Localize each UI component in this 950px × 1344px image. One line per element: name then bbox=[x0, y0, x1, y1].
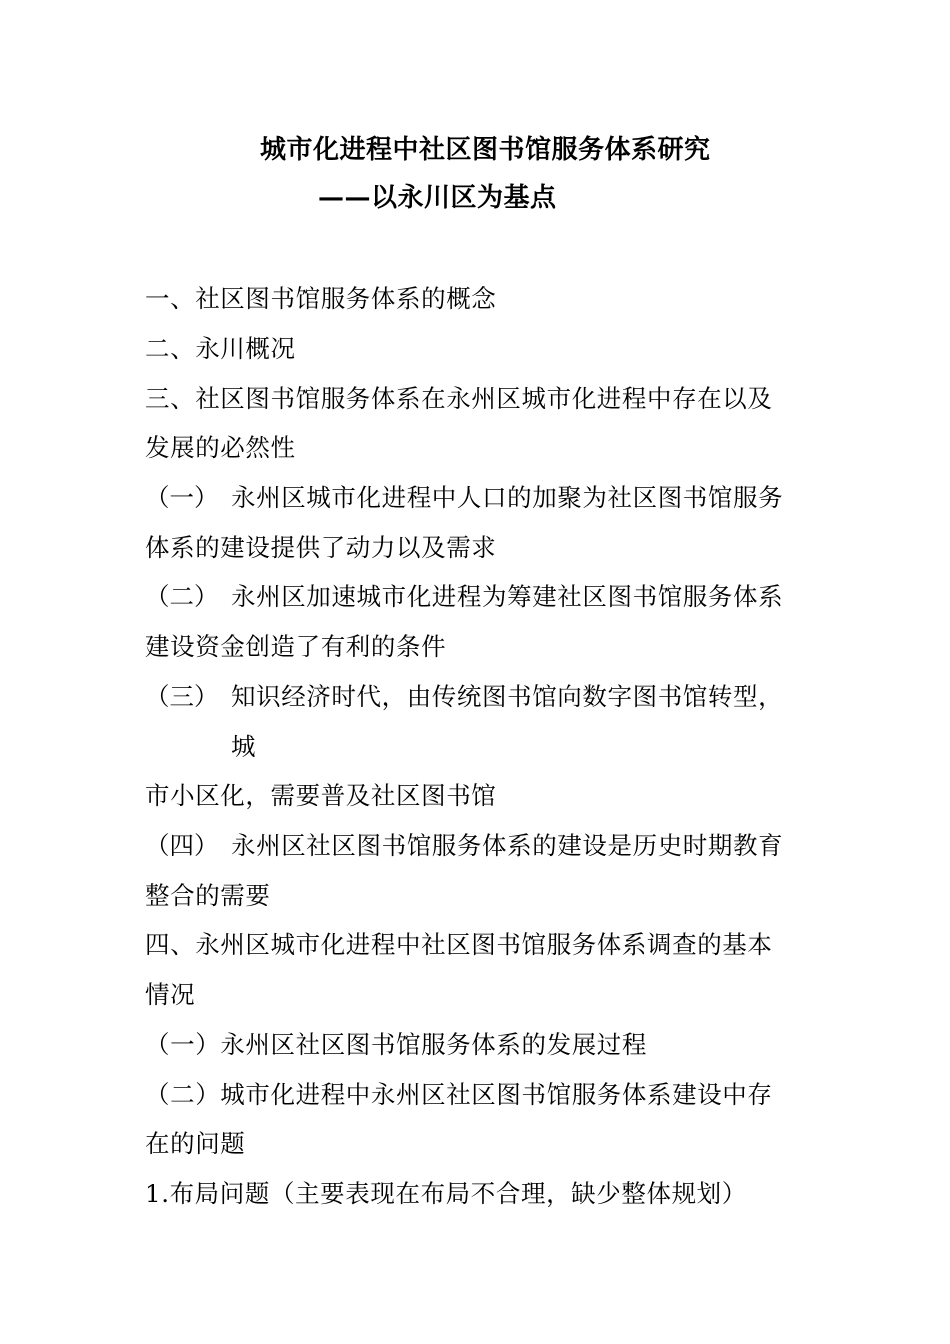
outline-text: 永州区加速城市化进程为筹建社区图书馆服务体系 bbox=[231, 582, 784, 611]
outline-item-2: 二、永川概况 bbox=[145, 334, 296, 363]
outline-item-4-cont: 情况 bbox=[145, 980, 196, 1009]
outline-subitem-3-2-cont: 建设资金创造了有利的条件 bbox=[145, 632, 447, 661]
outline-subitem-3-2 bbox=[145, 582, 783, 612]
outline-subitem-4-1: （一）永州区社区图书馆服务体系的发展过程 bbox=[145, 1030, 647, 1059]
outline-text: 知识经济时代，由传统图书馆向数字图书馆转型， bbox=[231, 682, 784, 711]
outline-number: （一） bbox=[145, 483, 219, 512]
outline-text: 永州区城市化进程中人口的加聚为社区图书馆服务 bbox=[231, 483, 784, 512]
outline-subitem-3-3 bbox=[145, 682, 783, 712]
outline-item-4: 四、永州区城市化进程中社区图书馆服务体系调查的基本 bbox=[145, 930, 773, 959]
document-subtitle: ——以永川区为基点 bbox=[318, 183, 557, 213]
outline-subitem-3-1 bbox=[145, 483, 783, 513]
outline-number: （二） bbox=[145, 582, 219, 611]
outline-subitem-3-3-wrap: 城 bbox=[231, 732, 257, 761]
document-title: 城市化进程中社区图书馆服务体系研究 bbox=[260, 135, 711, 165]
outline-subitem-3-4-cont: 整合的需要 bbox=[145, 881, 271, 910]
outline-text: 永州区社区图书馆服务体系的建设是历史时期教育 bbox=[231, 831, 784, 860]
outline-number: （四） bbox=[145, 831, 219, 860]
outline-item-1: 一、社区图书馆服务体系的概念 bbox=[145, 284, 497, 313]
outline-subitem-3-4 bbox=[145, 831, 783, 861]
outline-number: （三） bbox=[145, 682, 219, 711]
outline-point-1: 1.布局问题（主要表现在布局不合理，缺少整体规划） bbox=[145, 1179, 747, 1208]
outline-subitem-4-2: （二）城市化进程中永州区社区图书馆服务体系建设中存 bbox=[145, 1080, 773, 1109]
outline-item-3-cont: 发展的必然性 bbox=[145, 433, 296, 462]
outline-item-3: 三、社区图书馆服务体系在永州区城市化进程中存在以及 bbox=[145, 384, 773, 413]
outline-subitem-4-2-cont: 在的问题 bbox=[145, 1129, 246, 1158]
outline-subitem-3-1-cont: 体系的建设提供了动力以及需求 bbox=[145, 533, 497, 562]
outline-subitem-3-3-cont: 市小区化，需要普及社区图书馆 bbox=[145, 781, 497, 810]
